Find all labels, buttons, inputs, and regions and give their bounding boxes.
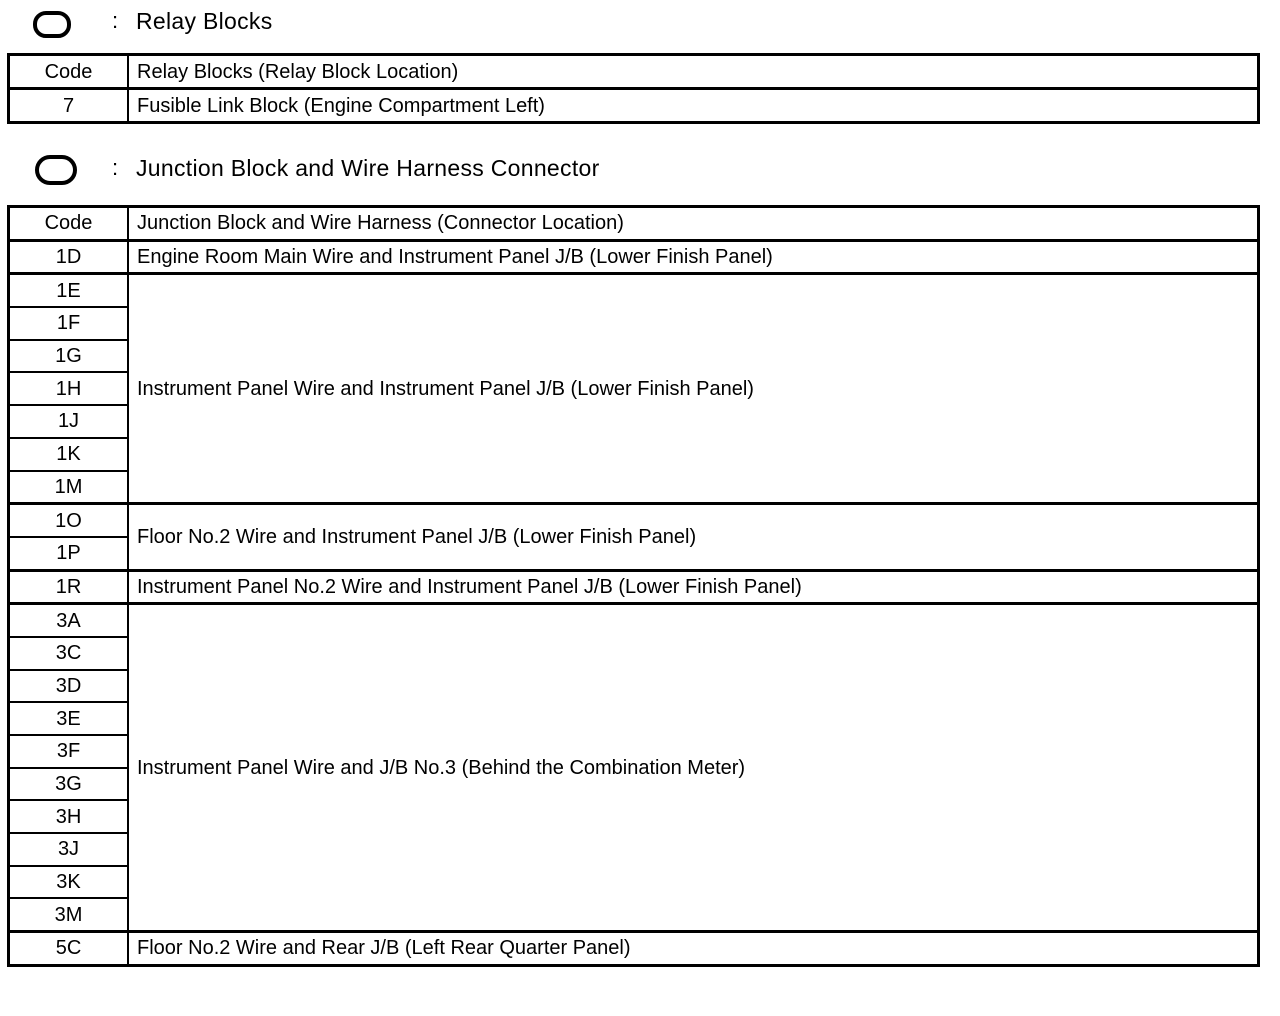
column-header-location: Relay Blocks (Relay Block Location) — [128, 55, 1259, 89]
table-row — [9, 504, 1259, 537]
table-row — [9, 932, 1259, 966]
relay-blocks-table — [7, 53, 1260, 124]
junction-block-table — [7, 205, 1260, 967]
code-cell: 3M — [9, 898, 129, 931]
code-cell: 5C — [9, 932, 129, 966]
relay-block-symbol-icon — [33, 11, 71, 38]
table-row — [9, 240, 1259, 274]
column-header-code: Code — [9, 207, 129, 241]
code-cell: 1F — [9, 307, 129, 340]
description-cell: Engine Room Main Wire and Instrument Panel J/B (Lower Finish Panel) — [128, 240, 1259, 274]
code-cell: 1D — [9, 240, 129, 274]
table-row — [9, 274, 1259, 307]
code-cell: 1G — [9, 340, 129, 373]
code-cell: 3D — [9, 670, 129, 703]
description-cell: Instrument Panel Wire and J/B No.3 (Behind the Combination Meter) — [128, 604, 1259, 932]
code-cell: 3G — [9, 768, 129, 801]
code-cell: 1K — [9, 438, 129, 471]
relay-colon: : — [112, 8, 119, 33]
code-cell: 3K — [9, 866, 129, 899]
code-cell: 3J — [9, 833, 129, 866]
code-cell: 1E — [9, 274, 129, 307]
code-cell: 3E — [9, 702, 129, 735]
junction-colon: : — [112, 155, 119, 180]
code-cell: 1O — [9, 504, 129, 537]
table-row — [9, 89, 1259, 123]
code-cell: 7 — [9, 89, 129, 123]
description-cell: Instrument Panel No.2 Wire and Instrument Panel J/B (Lower Finish Panel) — [128, 570, 1259, 604]
table-header-row — [9, 207, 1259, 241]
code-cell: 1H — [9, 372, 129, 405]
junction-block-symbol-icon — [35, 155, 77, 185]
code-cell: 1R — [9, 570, 129, 604]
description-cell: Floor No.2 Wire and Rear J/B (Left Rear Quarter Panel) — [128, 932, 1259, 966]
code-cell: 3H — [9, 800, 129, 833]
table-header-row — [9, 55, 1259, 89]
table-row — [9, 570, 1259, 604]
code-cell: 3A — [9, 604, 129, 637]
code-cell: 1P — [9, 537, 129, 570]
code-cell: 1M — [9, 471, 129, 504]
description-cell: Instrument Panel Wire and Instrument Panel J/B (Lower Finish Panel) — [128, 274, 1259, 504]
relay-section-title: Relay Blocks — [136, 8, 273, 34]
column-header-code: Code — [9, 55, 129, 89]
description-cell: Fusible Link Block (Engine Compartment Left) — [128, 89, 1259, 123]
code-cell: 3F — [9, 735, 129, 768]
junction-section-title: Junction Block and Wire Harness Connector — [136, 155, 600, 181]
table-row — [9, 604, 1259, 637]
code-cell: 3C — [9, 637, 129, 670]
column-header-location: Junction Block and Wire Harness (Connector Location) — [128, 207, 1259, 241]
description-cell: Floor No.2 Wire and Instrument Panel J/B (Lower Finish Panel) — [128, 504, 1259, 570]
code-cell: 1J — [9, 405, 129, 438]
